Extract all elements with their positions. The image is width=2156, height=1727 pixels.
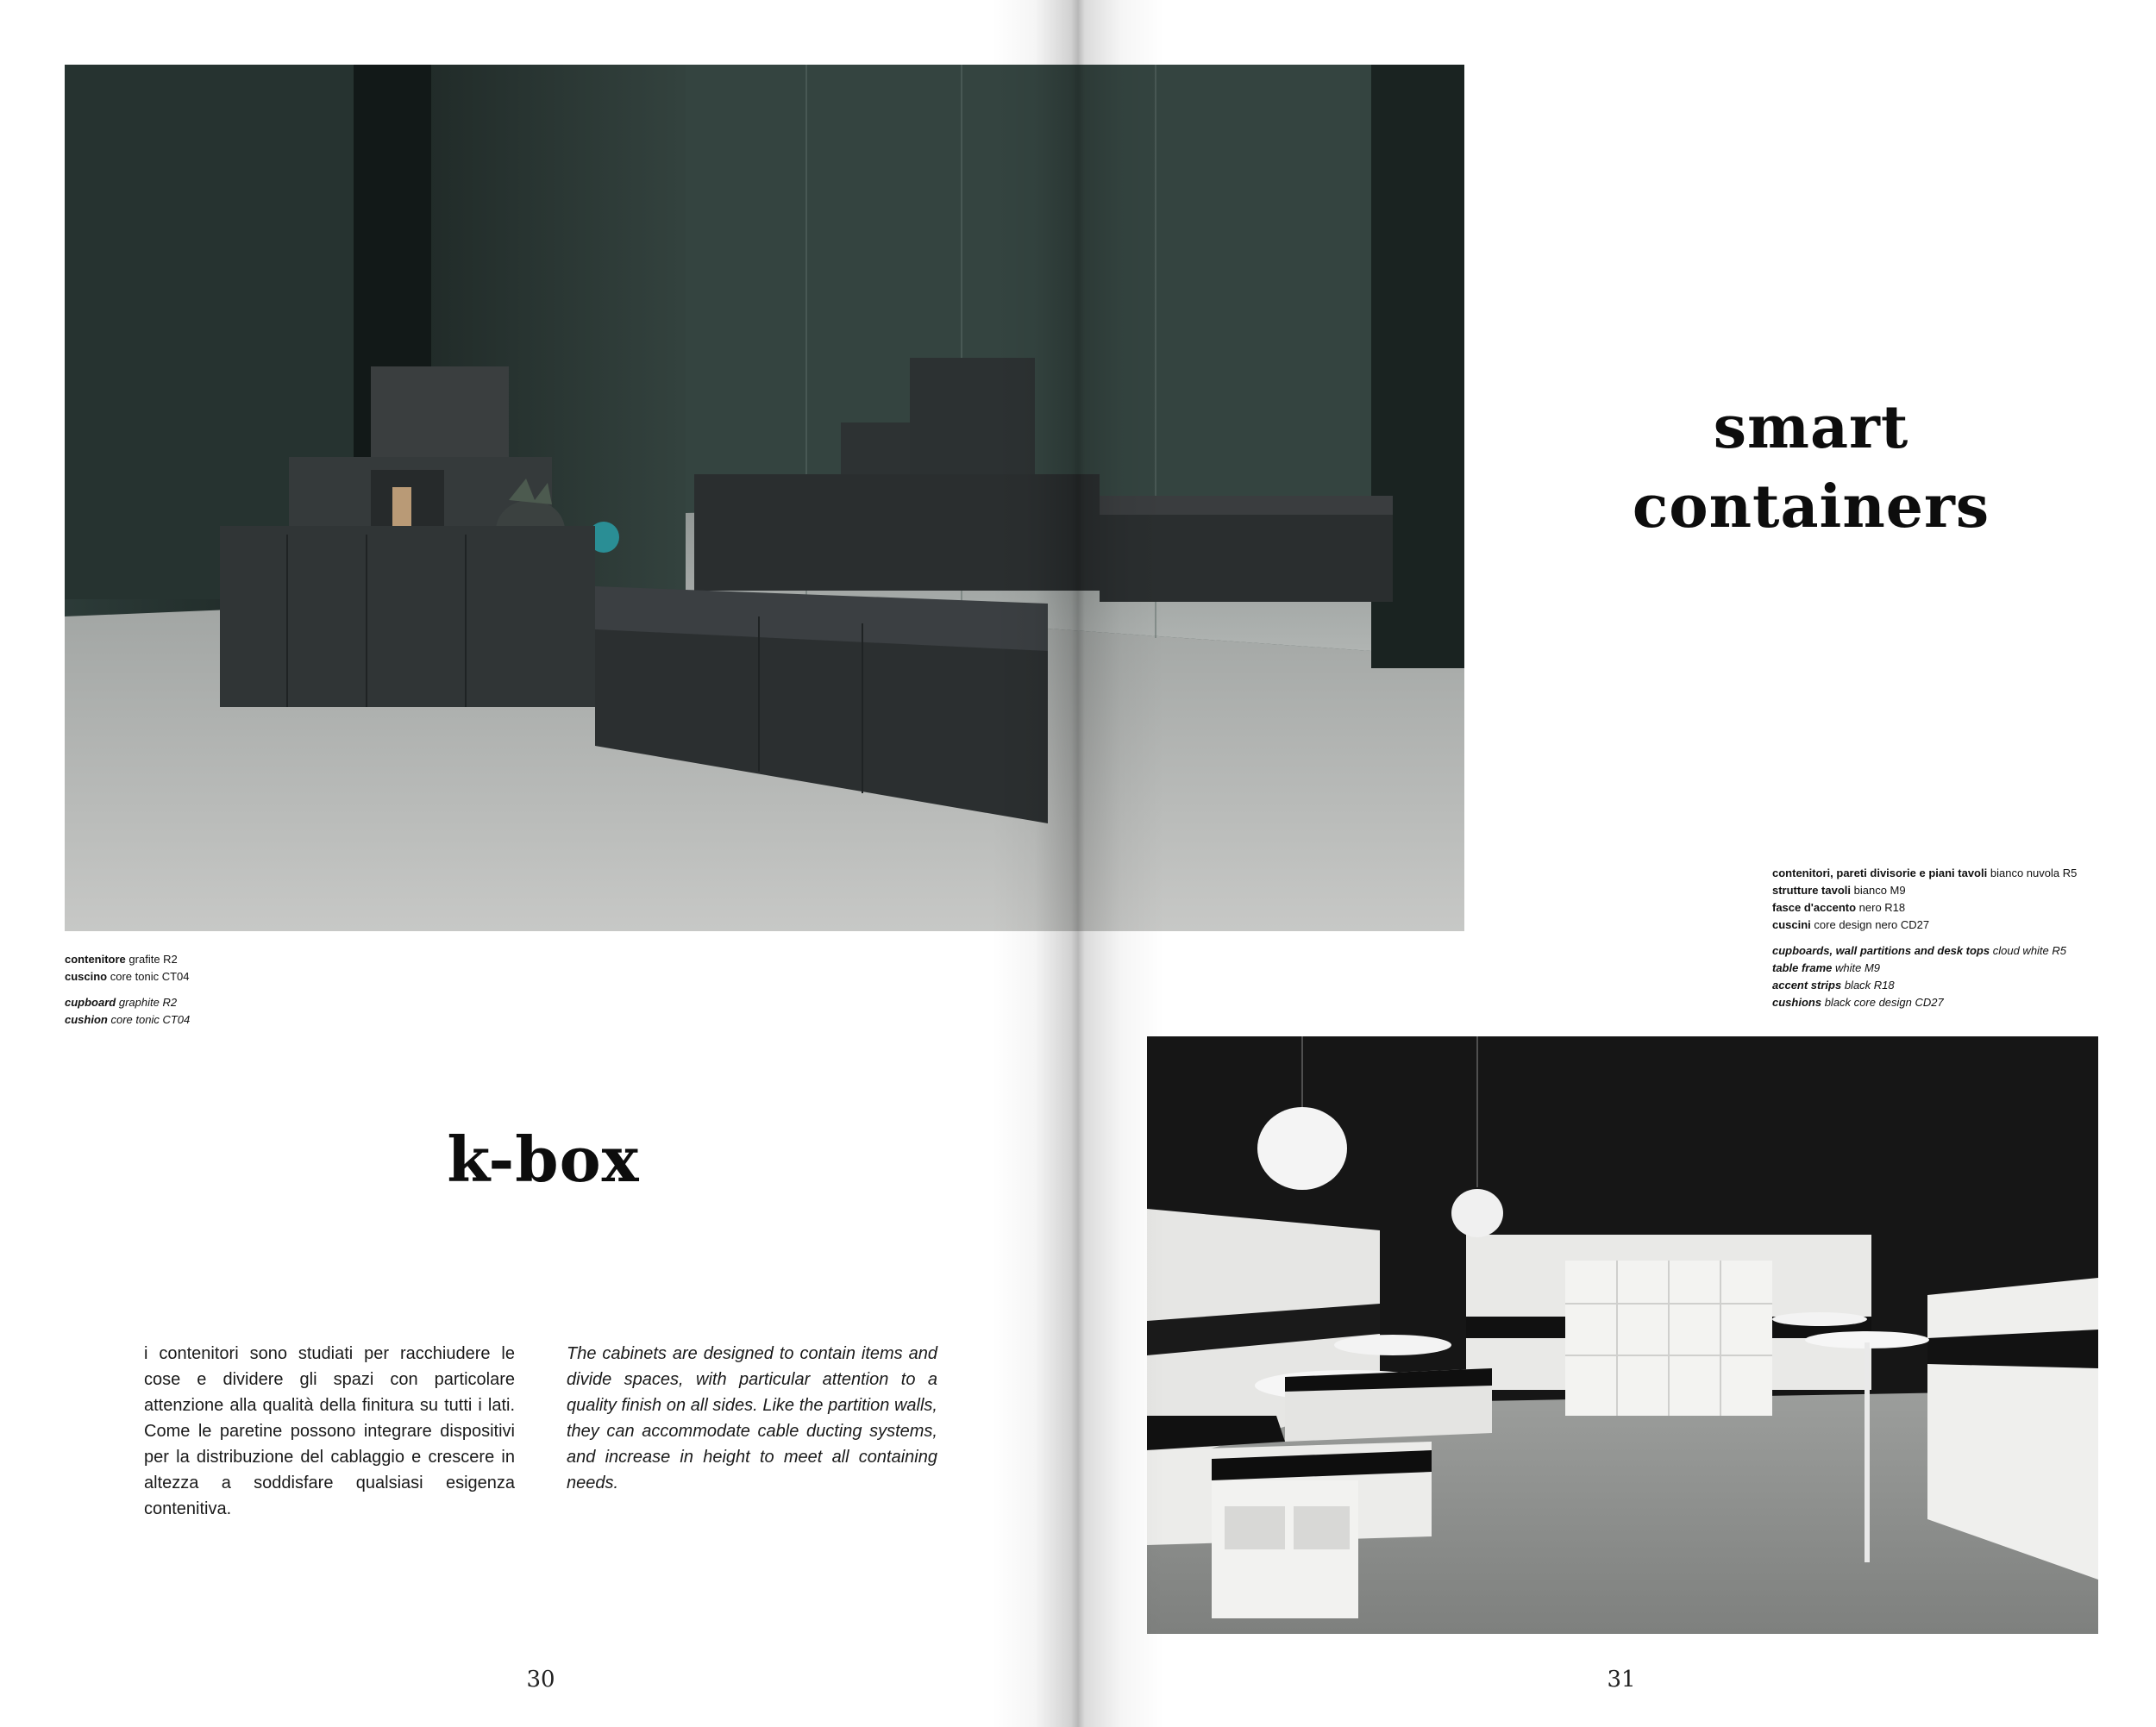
caption-line: [1772, 917, 2134, 934]
k-box-title: k-box: [447, 1123, 640, 1196]
caption-key: cupboard: [65, 996, 116, 1009]
caption-line: [1772, 977, 2134, 994]
caption-line: [1772, 899, 2134, 917]
white-office-photo: [1147, 1036, 2098, 1634]
caption-left: [65, 951, 410, 1037]
caption-right: [1772, 865, 2134, 1020]
page-number-right: 31: [1607, 1667, 1636, 1693]
caption-value: graphite R2: [118, 996, 178, 1009]
caption-line: [1772, 942, 2134, 960]
smart-containers-title: [1595, 388, 2027, 547]
caption-value: bianco M9: [1853, 884, 1906, 897]
caption-line: [65, 951, 410, 968]
title-line-2: containers: [1632, 472, 1990, 541]
caption-key: cushion: [65, 1013, 108, 1026]
caption-value: core design nero CD27: [1814, 918, 1930, 931]
caption-line: [65, 994, 410, 1011]
caption-line: [1772, 882, 2134, 899]
caption-value: black core design CD27: [1824, 996, 1944, 1009]
caption-key: fasce d'accento: [1772, 901, 1857, 914]
caption-key: table frame: [1772, 961, 1833, 974]
caption-key: cuscino: [65, 970, 108, 983]
caption-line: [65, 968, 410, 986]
caption-line: [1772, 865, 2134, 882]
caption-key: contenitori, pareti divisorie e piani tavoli: [1772, 867, 1988, 879]
caption-line: [1772, 994, 2134, 1011]
caption-right-en: [1772, 942, 2134, 1011]
caption-key: contenitore: [65, 953, 126, 966]
title-line-1: smart: [1713, 393, 1909, 462]
caption-key: strutture tavoli: [1772, 884, 1852, 897]
caption-value: cloud white R5: [1992, 944, 2067, 957]
body-text-italian: i contenitori sono studiati per racchiudere le cose e dividere gli spazi con particolare attenzione alla qualità della finitura su tutti i lati. Come le paretine possono integrare dispositivi per la distribuzione del cablaggio e crescere in altezza a soddisfare qualsiasi esigenza contenitiva.: [144, 1344, 515, 1518]
caption-value: nero R18: [1858, 901, 1906, 914]
caption-value: grafite R2: [128, 953, 178, 966]
caption-value: white M9: [1835, 961, 1881, 974]
caption-value: bianco nuvola R5: [1990, 867, 2078, 879]
caption-key: cushions: [1772, 996, 1822, 1009]
caption-key: accent strips: [1772, 979, 1842, 992]
page-number-left: 30: [526, 1667, 555, 1693]
caption-key: cupboards, wall partitions and desk tops: [1772, 944, 1990, 957]
caption-right-it: [1772, 865, 2134, 934]
caption-line: [65, 1011, 410, 1029]
caption-value: core tonic CT04: [110, 970, 190, 983]
caption-line: [1772, 960, 2134, 977]
caption-left-en: [65, 994, 410, 1029]
caption-key: cuscini: [1772, 918, 1811, 931]
caption-left-it: [65, 951, 410, 986]
caption-value: black R18: [1844, 979, 1895, 992]
caption-value: core tonic CT04: [110, 1013, 191, 1026]
k-box-graphite-photo: [65, 65, 1464, 931]
body-text-english: The cabinets are designed to contain items and divide spaces, with particular attention to a quality finish on all sides. Like the partition walls, they can accommodate cable ducting systems, and increase in height to meet all containing needs.: [567, 1344, 937, 1492]
